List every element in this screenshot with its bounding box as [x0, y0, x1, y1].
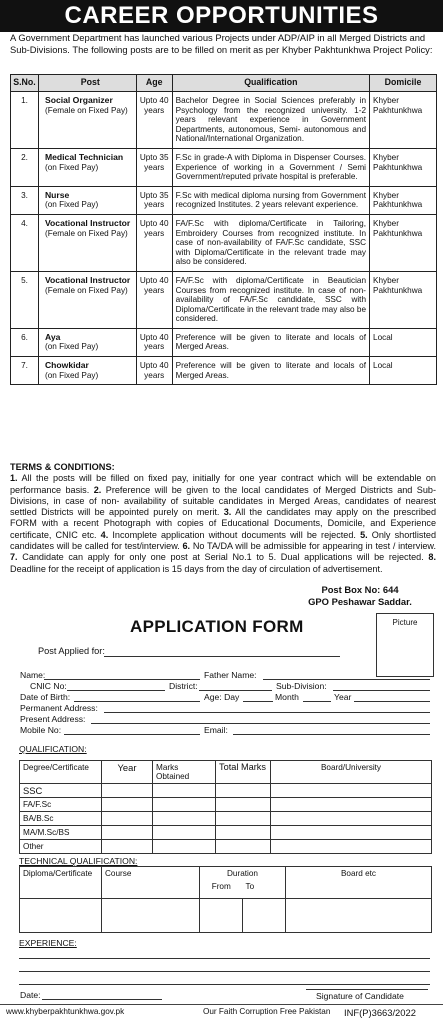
terms-heading: TERMS & CONDITIONS:	[10, 462, 115, 472]
post-age: Upto 40 years	[136, 357, 172, 385]
post-title: Vocational Instructor	[44, 274, 131, 285]
district-field[interactable]	[199, 690, 272, 691]
post-title: Vocational Instructor	[44, 217, 131, 228]
qualification-table	[19, 760, 432, 854]
post-domicile: Khyber Pakhtunkhwa	[370, 148, 437, 186]
post-row	[11, 271, 437, 328]
qualification-cell[interactable]	[102, 784, 153, 798]
qualification-row	[20, 840, 432, 854]
post-title: Chowkidar	[44, 360, 89, 371]
post-pay-type: (Female on Fixed Pay)	[44, 105, 128, 115]
post-sno: 3.	[11, 186, 39, 214]
header-post: Post	[38, 75, 136, 92]
postal-address	[290, 584, 430, 607]
email-label: Email:	[204, 725, 228, 735]
postal-address-line1: Post Box No: 644	[321, 584, 399, 595]
page-banner-title: CAREER OPPORTUNITIES	[0, 0, 443, 32]
term-text: All the candidates may apply on the prescribed FORM with a recent Photograph with copies of Educational Documents, Domicile, and Experience certificate, CNIC etc.	[10, 507, 436, 540]
post-sno: 2.	[11, 148, 39, 186]
tech-header-course: Course	[102, 867, 200, 899]
subdivision-field[interactable]	[333, 690, 430, 691]
post-age: Upto 40 years	[136, 328, 172, 356]
term-number: 5.	[360, 529, 368, 540]
posts-table	[10, 74, 437, 385]
post-sno: 6.	[11, 328, 39, 356]
district-label: District:	[169, 681, 198, 691]
qual-header-marks-obtained: Marks Obtained	[153, 761, 216, 784]
post-row	[11, 186, 437, 214]
post-pay-type: (on Fixed Pay)	[44, 370, 99, 380]
date-label: Date:	[20, 990, 41, 1000]
qualification-degree: MA/M.Sc/BS	[20, 826, 102, 840]
qualification-cell[interactable]	[216, 826, 271, 840]
subdivision-label: Sub-Division:	[276, 681, 327, 691]
tech-header-from: From	[200, 880, 243, 899]
qualification-cell[interactable]	[102, 840, 153, 854]
term-text: Deadline for the receipt of application is 15 days from the day of circulation of advertisement.	[10, 563, 383, 574]
qualification-cell[interactable]	[102, 798, 153, 812]
post-domicile: Khyber Pakhtunkhwa	[370, 271, 437, 328]
dob-field[interactable]	[74, 701, 200, 702]
post-age: Upto 35 years	[136, 186, 172, 214]
application-form-title: APPLICATION FORM	[130, 617, 304, 636]
post-cell	[38, 214, 136, 271]
qualification-cell[interactable]	[216, 798, 271, 812]
term-number: 2.	[93, 484, 102, 495]
post-sno: 5.	[11, 271, 39, 328]
age-year-field[interactable]	[354, 701, 430, 702]
qualification-cell[interactable]	[216, 812, 271, 826]
post-title: Social Organizer	[44, 95, 113, 105]
post-domicile: Khyber Pakhtunkhwa	[370, 92, 437, 149]
post-cell	[38, 271, 136, 328]
post-cell	[38, 92, 136, 149]
term-text: Only shortlisted candidates will be called for test/interview.	[10, 529, 437, 552]
permanent-address-label: Permanent Address:	[20, 703, 98, 713]
father-name-label: Father Name:	[204, 670, 257, 680]
term-text: All the posts will be filled on fixed pay, initially for one year contract which will be extendable on performance basis.	[10, 473, 436, 495]
header-age: Age	[136, 75, 172, 92]
qualification-cell[interactable]	[153, 784, 216, 798]
email-field[interactable]	[233, 734, 430, 735]
terms-and-conditions	[10, 462, 436, 575]
postal-address-line2: GPO Peshawar Saddar.	[308, 595, 412, 607]
experience-line-3[interactable]	[19, 984, 430, 985]
experience-label: EXPERIENCE:	[19, 938, 77, 948]
post-pay-type: (on Fixed Pay)	[44, 200, 99, 210]
header-domicile: Domicile	[370, 75, 437, 92]
age-month-field[interactable]	[303, 701, 331, 702]
post-domicile: Khyber Pakhtunkhwa	[370, 214, 437, 271]
signature-line[interactable]	[306, 989, 428, 990]
qualification-cell[interactable]	[271, 840, 432, 854]
post-title: Nurse	[44, 189, 70, 200]
post-age: Upto 35 years	[136, 148, 172, 186]
qualification-cell[interactable]	[271, 826, 432, 840]
post-age: Upto 40 years	[136, 92, 172, 149]
present-address-label: Present Address:	[20, 714, 86, 724]
qual-header-year: Year	[102, 761, 153, 784]
qualification-degree: FA/F.Sc	[20, 798, 102, 812]
cnic-label: CNIC No:	[30, 681, 67, 691]
signature-label: Signature of Candidate	[316, 991, 404, 1001]
term-text: No TA/DA will be admissible for appearing in test / interview.	[192, 541, 436, 552]
posts-table-header	[11, 75, 437, 92]
age-month-label: Month	[275, 692, 299, 702]
tech-cell-board[interactable]	[286, 899, 432, 933]
post-qualification: FA/F.Sc with diploma/Certificate in Tailoring, Embroidery Courses from recognized institute. In case of non-availability of FA/F.Sc candidate, SSC with Diploma/Certificate in the relevant trade may also be considered.	[172, 214, 369, 271]
qualification-cell[interactable]	[271, 784, 432, 798]
post-sno: 1.	[11, 92, 39, 149]
technical-qualification-label: TECHNICAL QUALIFICATION:	[19, 856, 138, 866]
footer-slogan: Our Faith Corruption Free Pakistan	[203, 1007, 331, 1016]
term-text: Incomplete application without documents will be rejected.	[112, 529, 356, 540]
term-number: 6.	[182, 541, 191, 552]
tech-header-to: To	[243, 880, 286, 899]
experience-line-2[interactable]	[19, 971, 430, 972]
post-pay-type: (Female on Fixed Pay)	[44, 285, 128, 295]
qualification-degree: Other	[20, 840, 102, 854]
qual-header-total-marks: Total Marks	[216, 761, 271, 784]
qualification-cell[interactable]	[271, 798, 432, 812]
footer-divider	[0, 1004, 443, 1005]
term-number: 1.	[10, 473, 18, 484]
mobile-label: Mobile No:	[20, 725, 62, 735]
post-title: Medical Technician	[44, 151, 124, 162]
tech-header-duration: Duration	[200, 867, 286, 881]
footer-reference: INF(P)3663/2022	[344, 1007, 416, 1018]
post-title: Aya	[44, 331, 61, 342]
post-domicile: Local	[370, 328, 437, 356]
qualification-degree: BA/B.Sc	[20, 812, 102, 826]
post-row	[11, 357, 437, 385]
post-domicile: Khyber Pakhtunkhwa	[370, 186, 437, 214]
technical-qualification-table	[19, 866, 432, 933]
header-sno: S.No.	[11, 75, 39, 92]
qualification-row	[20, 812, 432, 826]
post-qualification: F.Sc in grade-A with Diploma in Dispenser Courses. Experience of working in a Government / Semi Government/reputed private hospital is preferable.	[172, 148, 369, 186]
tech-table-row	[20, 899, 432, 933]
picture-label: Picture	[392, 618, 418, 627]
term-number: 7.	[10, 552, 18, 563]
qualification-degree: SSC	[20, 784, 102, 798]
post-row	[11, 214, 437, 271]
post-qualification: Preference will be given to literate and locals of Merged Areas.	[172, 357, 369, 385]
picture-box	[376, 613, 434, 677]
post-qualification: Preference will be given to literate and locals of Merged Areas.	[172, 328, 369, 356]
post-row	[11, 92, 437, 149]
term-text: Preference will be given to the local candidates of Merged Districts and Sub-Divisions, in case of non- availability of suitable candidates in Merged Areas, candidates of nearest settled Districts will be appointed purely on merit.	[10, 484, 437, 518]
post-row	[11, 328, 437, 356]
post-qualification: Bachelor Degree in Social Sciences preferably in Psychology from the recognized university. 1-2 years relevant experience in Government Departments, autonomous, Semi- autonomous and National/International Organization.	[172, 92, 369, 149]
tech-cell-course[interactable]	[102, 899, 200, 933]
mobile-field[interactable]	[64, 734, 200, 735]
tech-table-header	[20, 867, 432, 881]
present-address-field[interactable]	[91, 723, 430, 724]
post-sno: 7.	[11, 357, 39, 385]
qualification-cell[interactable]	[153, 798, 216, 812]
qual-header-board: Board/University	[271, 761, 432, 784]
post-cell	[38, 328, 136, 356]
experience-line-1[interactable]	[19, 958, 430, 959]
terms-body	[10, 473, 436, 575]
footer-website[interactable]: www.khyberpakhtunkhwa.gov.pk	[6, 1007, 125, 1016]
post-sno: 4.	[11, 214, 39, 271]
posts-table-body	[11, 92, 437, 385]
qualification-table-body	[20, 784, 432, 854]
qualification-row	[20, 784, 432, 798]
term-number: 8.	[428, 552, 436, 563]
post-pay-type: (on Fixed Pay)	[44, 342, 99, 352]
qualification-cell[interactable]	[271, 812, 432, 826]
dob-label: Date of Birth:	[20, 692, 71, 702]
term-number: 3.	[223, 507, 232, 518]
post-age: Upto 40 years	[136, 271, 172, 328]
qualification-cell[interactable]	[102, 826, 153, 840]
qualification-section-label: QUALIFICATION:	[19, 744, 87, 754]
post-row	[11, 148, 437, 186]
term-number: 4.	[100, 529, 109, 540]
post-cell	[38, 186, 136, 214]
post-cell	[38, 148, 136, 186]
age-year-label: Year	[334, 692, 352, 702]
qualification-cell[interactable]	[153, 840, 216, 854]
permanent-address-field[interactable]	[104, 712, 430, 713]
tech-cell-to[interactable]	[243, 899, 286, 933]
tech-cell-from[interactable]	[200, 899, 243, 933]
age-day-label: Age: Day	[204, 692, 240, 702]
qualification-cell[interactable]	[102, 812, 153, 826]
qualification-cell[interactable]	[153, 826, 216, 840]
term-text: Candidate can apply for only one post at Serial No.1 to 5. Dual applications will be rejected.	[22, 552, 424, 563]
qualification-cell[interactable]	[216, 784, 271, 798]
qualification-cell[interactable]	[216, 840, 271, 854]
tech-cell-diploma[interactable]	[20, 899, 102, 933]
qualification-table-header	[20, 761, 432, 784]
post-age: Upto 40 years	[136, 214, 172, 271]
intro-paragraph: A Government Department has launched various Projects under ADP/AIP in all Merged Districts and Sub-Divisions. The following posts are to be filled on merit as per Khyber Pakhtunkhwa Project Policy:	[10, 32, 433, 55]
tech-header-board: Board etc	[286, 867, 432, 899]
post-qualification: FA/F.Sc with diploma/Certificate in Beautician Courses from recognized institute. In case of non-availability of FA/F.Sc candidate, SSC with Diploma/Certificate in the relevant trade may also be considered.	[172, 271, 369, 328]
qualification-cell[interactable]	[153, 812, 216, 826]
post-applied-label: Post Applied for:	[38, 646, 105, 656]
name-label: Name:	[20, 670, 46, 680]
qual-header-degree: Degree/Certificate	[20, 761, 102, 784]
qualification-row	[20, 826, 432, 840]
post-applied-field[interactable]	[104, 656, 340, 657]
tech-header-diploma: Diploma/Certificate	[20, 867, 102, 899]
post-pay-type: (Female on Fixed Pay)	[44, 228, 128, 238]
post-domicile: Local	[370, 357, 437, 385]
cnic-field[interactable]	[67, 690, 165, 691]
post-qualification: F.Sc with medical diploma nursing from Government recognized Institutes. 2 years relevant experience.	[172, 186, 369, 214]
header-qualification: Qualification	[172, 75, 369, 92]
name-field[interactable]	[44, 679, 200, 680]
post-cell	[38, 357, 136, 385]
age-day-field[interactable]	[243, 701, 273, 702]
qualification-row	[20, 798, 432, 812]
post-pay-type: (on Fixed Pay)	[44, 162, 99, 172]
date-field[interactable]	[42, 999, 162, 1000]
father-name-field[interactable]	[263, 679, 430, 680]
